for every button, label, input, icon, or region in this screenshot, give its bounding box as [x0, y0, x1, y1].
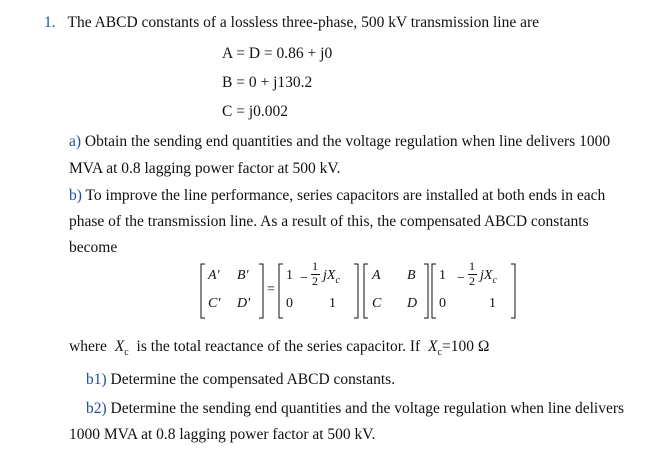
- part-b-line1: [69, 187, 605, 205]
- t2-jx-text: jX: [480, 268, 493, 283]
- part-b2-text1: Determine the sending end quantities and the voltage regulation when line delivers: [110, 400, 625, 417]
- part-b2-label: b2): [86, 400, 107, 417]
- part-b-label: b): [69, 187, 82, 204]
- part-b1-label: b1): [86, 371, 107, 388]
- part-b-line2: phase of the transmission line. As a result of this, the compensated ABCD constants: [69, 213, 589, 230]
- t2-c-sub: c: [492, 274, 497, 286]
- matrix-equation: [198, 259, 558, 324]
- equation-a-d: A = D = 0.86 + j0: [222, 45, 333, 62]
- t2-one-top: 1: [439, 268, 446, 283]
- part-b-text1: To improve the line performance, series capacitors are installed at both ends in each: [85, 187, 606, 204]
- where-value: =100 Ω: [441, 338, 490, 355]
- t2-half-num: 1: [469, 259, 475, 273]
- equation-b: B = 0 + j130.2: [222, 74, 313, 91]
- part-b2-line1: [86, 400, 624, 418]
- matrix-equals: =: [267, 282, 275, 297]
- t2-one-bottom: 1: [489, 296, 496, 311]
- equation-c: C = j0.002: [222, 103, 289, 120]
- t1-one-top: 1: [286, 268, 293, 283]
- where-line: [69, 338, 489, 358]
- t2-minus: −: [457, 271, 465, 286]
- matrix-d: D: [407, 296, 418, 311]
- t1-half-num: 1: [312, 259, 318, 273]
- where-text2: is the total reactance of the series capacitor. If: [136, 338, 421, 355]
- t1-jxc: [323, 268, 340, 286]
- t2-zero: 0: [439, 296, 446, 311]
- t1-minus: −: [300, 271, 308, 286]
- part-a-line1: [69, 133, 610, 151]
- matrix-a-prime: A': [208, 268, 220, 283]
- matrix-a: A: [372, 268, 381, 283]
- problem-header: [44, 14, 539, 32]
- t1-half-den: 2: [312, 274, 318, 288]
- where-x2: X: [428, 338, 438, 355]
- part-b2-line2: 1000 MVA at 0.8 lagging power factor at 500 kV.: [69, 426, 376, 443]
- where-x2-sub: c: [437, 347, 442, 359]
- matrix-d-prime: D': [237, 296, 251, 311]
- part-b1-line: [86, 371, 395, 389]
- matrix-b-prime: B': [237, 268, 249, 283]
- t1-zero: 0: [286, 296, 293, 311]
- part-a-label: a): [69, 133, 82, 150]
- problem-intro: The ABCD constants of a lossless three-phase, 500 kV transmission line are: [67, 14, 540, 31]
- where-x: X: [114, 338, 125, 355]
- matrix-c: C: [372, 296, 382, 311]
- matrix-c-prime: C': [208, 296, 221, 311]
- t1-c-sub: c: [335, 274, 340, 286]
- t1-one-bottom: 1: [329, 296, 336, 311]
- t2-half-den: 2: [469, 274, 475, 288]
- where-x-sub: c: [124, 347, 129, 359]
- part-b-line3: become: [69, 239, 118, 256]
- t1-jx-text: jX: [323, 268, 336, 283]
- t2-jxc: [480, 268, 497, 286]
- part-a-line2: MVA at 0.8 lagging power factor at 500 kV.: [69, 160, 341, 177]
- problem-number: 1.: [44, 14, 56, 31]
- where-text1: where: [69, 338, 107, 355]
- part-a-text1: Obtain the sending end quantities and the voltage regulation when line delivers 1000: [84, 133, 611, 150]
- matrix-b: B: [407, 268, 416, 283]
- part-b1-text: Determine the compensated ABCD constants.: [110, 371, 396, 388]
